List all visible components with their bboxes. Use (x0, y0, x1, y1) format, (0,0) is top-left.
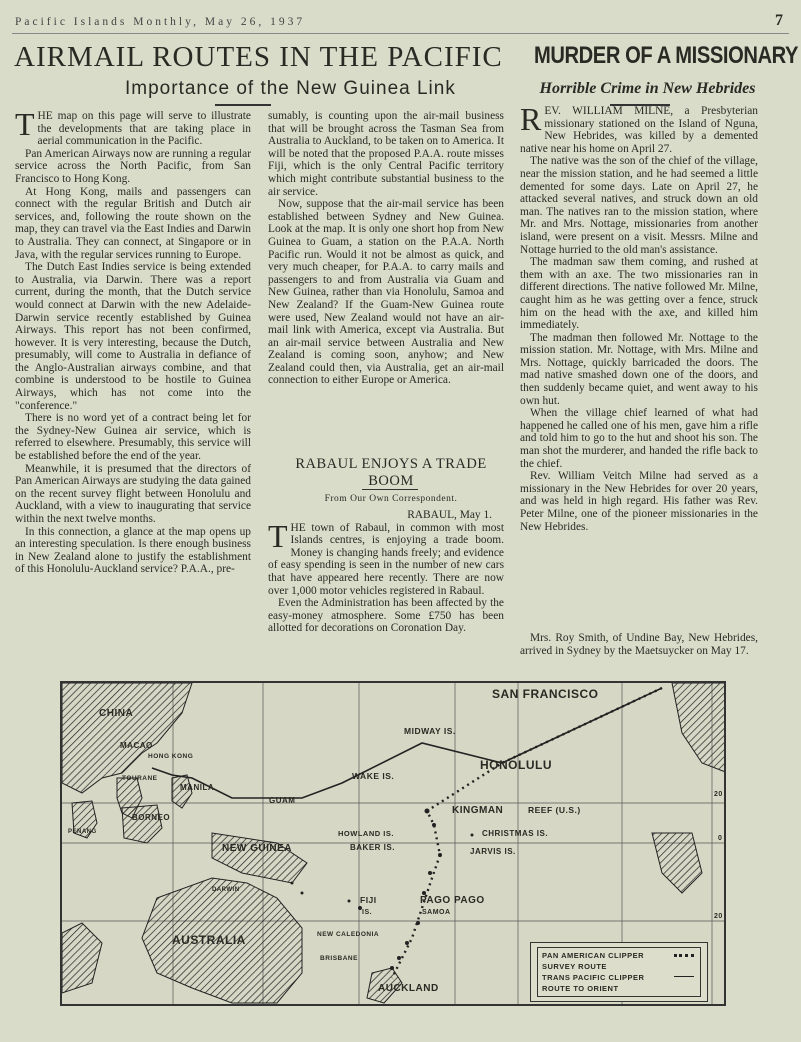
airmail-subheadline: Importance of the New Guinea Link (125, 78, 456, 99)
label-kingman: KINGMAN (452, 805, 504, 816)
label-honolulu: HONOLULU (480, 758, 552, 772)
central-america (652, 833, 702, 893)
paragraph: The madman saw them coming, and rushed at them with an axe. The two missionaries ran in different directions. The native followed Mr. Milne, caught him as he was getting over a fence, struck him on the head with the axe, and killed him immediately. (520, 256, 758, 332)
label-baker: BAKER IS. (350, 843, 395, 852)
label-brisbane: BRISBANE (320, 955, 358, 962)
paragraph: THE town of Rabaul, in common with most Islands centres, is enjoying a trade boom. Money is changing hands freely; and evidence of easy spending is seen in the number of new cars that have appeared here recently. There are now over 1,000 motor vehicles registered in Rabaul. (268, 517, 504, 597)
label-lat-20-north: 20 (714, 791, 723, 798)
label-samoa: SAMOA (422, 909, 451, 916)
legend-survey-route: PAN AMERICAN CLIPPER SURVEY ROUTE (542, 950, 696, 972)
header-rule (12, 33, 789, 34)
pacific-route-map (60, 681, 726, 1006)
label-howland: HOWLAND IS. (338, 829, 394, 838)
running-head: Pacific Islands Monthly, May 26, 1937 (15, 16, 306, 28)
drop-cap: T (268, 517, 288, 554)
label-china: CHINA (99, 708, 134, 719)
paragraph: In this connection, a glance at the map opens up an interesting speculation. Is there enough business in New Zealand alone to justify the establishment of this Honolulu-Auckland service? P.A.A., pre- (15, 525, 251, 576)
paragraph: The Dutch East Indies service is being extended to Australia, via Darwin. There was a report current, during the month, that the Dutch service would connect at Darwin with the new Adelaide-Darwin service recently established by Guinea Airways. This report has not been confirmed, however. It is very interesting, because the Dutch, presumably, will come to Australia in defiance of the Anglo-Australian airways combine, and that combine is understood to be hostile to Guinea Airways, which has not come into the "conference." (15, 261, 251, 412)
label-guam: GUAM (269, 796, 296, 805)
label-wake: WAKE IS. (352, 771, 395, 781)
label-manila: MANILA (180, 783, 215, 792)
label-penang: PENANG (68, 829, 97, 835)
trans-pacific-route (152, 688, 662, 798)
label-pago-pago: PAGO PAGO (420, 895, 485, 906)
label-christmas: CHRISTMAS IS. (482, 829, 549, 838)
dateline: RABAUL, May 1. (407, 509, 492, 521)
drop-cap: T (15, 106, 35, 142)
label-new-caledonia: NEW CALEDONIA (317, 931, 380, 938)
label-midway: MIDWAY IS. (404, 726, 456, 736)
legend-trans-pacific-route: TRANS PACIFIC CLIPPER ROUTE TO ORIENT (542, 972, 696, 994)
label-australia: AUSTRALIA (172, 933, 246, 947)
paragraph: Rev. William Veitch Milne had served as a missionary in the New Hebrides for over 20 years, and was held in high regard. His father was Rev. Peter Milne, one of the pioneer missionaries in the New Hebrides. (520, 470, 758, 533)
drop-cap: R (520, 101, 542, 137)
paragraph: The native was the son of the chief of the village, near the mission station, and he had seemed a little demented for some days. Late on April 27, he attacked several natives, and struck down an old man. The natives ran to the mission station, where Mr. and Mrs. Nottage, missionaries from another island, were present on a visit. Messrs. Milne and Nottage hurried to the old man's assistance. (520, 155, 758, 256)
label-borneo: BORNEO (132, 813, 171, 822)
label-lat-20-south: 20 (714, 913, 723, 920)
label-reef: REEF (U.S.) (528, 805, 581, 815)
label-tourane: TOURANE (122, 775, 158, 782)
subheadline-rule (215, 104, 271, 106)
label-auckland: AUCKLAND (378, 983, 439, 994)
label-fiji: FIJI (360, 895, 377, 905)
label-darwin: DARWIN (212, 887, 240, 893)
headline-rule (362, 489, 418, 490)
label-san-francisco: SAN FRANCISCO (492, 687, 599, 701)
label-hong-kong: HONG KONG (148, 753, 194, 760)
map-legend (530, 942, 708, 1002)
solid-line-swatch (674, 976, 694, 977)
paragraph: At Hong Kong, mails and passengers can connect with the regular British and Dutch air services, and, following the route shown on the map, they can travel via the East Indies and Darwin to Australia. They can connect, at Singapore or in Java, with the regular services running to Europe. (15, 185, 251, 261)
airmail-column-1 (15, 106, 251, 576)
dotted-line-swatch (674, 954, 694, 957)
murder-column (520, 101, 758, 533)
paragraph: Meanwhile, it is presumed that the directors of Pan American Airways are studying the data gained on the recent survey flight between Honolulu and Auckland, with a view to inaugurating that service within the next twelve months. (15, 462, 251, 525)
murder-headline: MURDER OF A MISSIONARY (534, 42, 799, 69)
new-guinea-shape (212, 833, 307, 883)
paragraph: The madman then followed Mr. Nottage to the mission station. Mr. Nottage, with Mrs. Milne and Mrs. Nottage, quickly barricaded the doors. The mad native smashed down one of the doors, and then suddenly became quiet, and went away to his own hut. (520, 331, 758, 407)
label-macao: MACAO (120, 741, 153, 750)
airmail-headline: AIRMAIL ROUTES IN THE PACIFIC (14, 41, 503, 73)
airmail-column-2 (268, 110, 504, 387)
paragraph: Even the Administration has been affected by the easy-money atmosphere. Some £750 has been allotted for decorations on Coronation Day. (268, 597, 504, 635)
label-jarvis: JARVIS IS. (470, 847, 516, 856)
paragraph: THE map on this page will serve to illustrate the developments that are taking place in aerial communication in the Pacific. (15, 106, 251, 148)
label-fiji-is: IS. (362, 909, 373, 916)
rabaul-body (268, 509, 504, 635)
brief-item (520, 632, 758, 657)
page-number: 7 (775, 12, 783, 29)
borneo-shape (122, 805, 162, 843)
north-america (672, 683, 726, 773)
paragraph: Pan American Airways now are running a regular service across the North Pacific, from San Francisco to Hong Kong. (15, 147, 251, 185)
murder-subheadline: Horrible Crime in New Hebrides (539, 80, 756, 97)
label-equator: 0 (718, 835, 723, 842)
paragraph: Mrs. Roy Smith, of Undine Bay, New Hebrides, arrived in Sydney by the Maetsuycker on May 17. (520, 632, 758, 657)
west-shape (62, 923, 102, 993)
rabaul-byline: From Our Own Correspondent. (324, 494, 458, 504)
paragraph: REV. WILLIAM MILNE, a Presbyterian missionary stationed on the Island of Nguna, New Hebrides, was killed by a demented native near his home on April 27. (520, 101, 758, 155)
label-new-guinea: NEW GUINEA (222, 843, 292, 854)
paragraph: sumably, is counting upon the air-mail business that will be brought across the Tasman Sea from Australia to Auckland, to be taken on to America. It will be noted that the proposed P.A.A. route misses Fiji, which is the only Central Pacific territory which might contribute substantial business to the air service. (268, 110, 504, 198)
paragraph: When the village chief learned of what had happened he called one of his men, gave him a rifle and told him to go to the hut and shoot his son. The man shot the murderer, and handed the rifle back to the chief. (520, 407, 758, 470)
paragraph: There is no word yet of a contract being let for the Sydney-New Guinea air service, which is referred to elsewhere. Presumably, this service will be established before the end of the year. (15, 412, 251, 463)
rabaul-headline: RABAUL ENJOYS A TRADE BOOM (295, 456, 487, 489)
paragraph: Now, suppose that the air-mail service has been established between Sydney and New Guinea. Look at the map. It is only one short hop from New Guinea to Guam, a station on the P.A.A. North Pacific run. Would it not be almost as quick, and very much cheaper, for P.A.A. to carry mails and passengers to and from Australia via Guam and New Guinea, rather than via Honolulu, Samoa and New Zealand? If the Guam-New Guinea route were used, New Zealand would not have an air-mail link with America, except via Australia. But an air-mail service between Australia and New Zealand is coming soon, anyhow; and New Zealand could then, via Australia, get an air-mail connection to either Europe or America. (268, 198, 504, 387)
